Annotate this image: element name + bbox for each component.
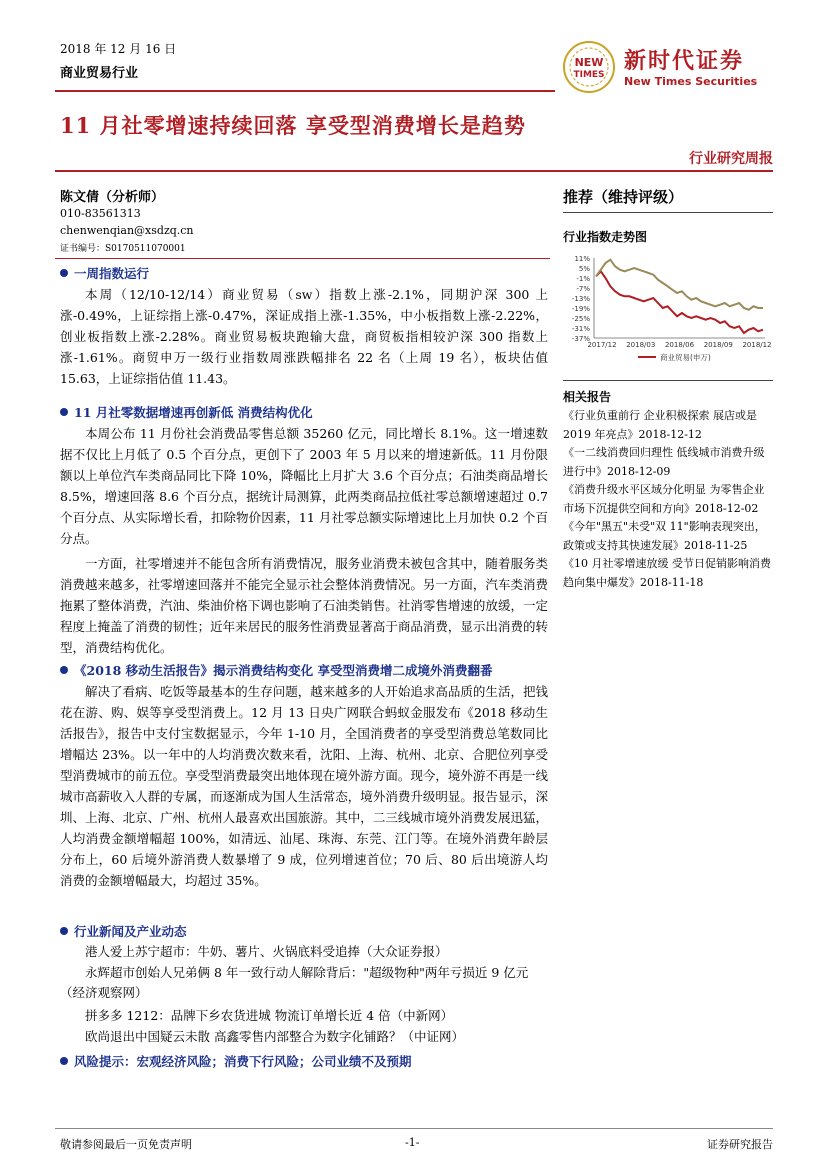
series-line — [596, 260, 763, 310]
chart-title: 行业指数走势图 — [563, 230, 648, 244]
related-report-item[interactable]: 《行业负重前行 企业积极探索 展店或是 2019 年亮点》2018-12-12 — [563, 409, 757, 441]
news-item: 欧尚退出中国疑云未散 高鑫零售内部整合为数字化铺路？（中证网） — [85, 1029, 464, 1044]
logo-mark-bottom: TIMES — [573, 70, 605, 80]
y-tick-label: -25% — [571, 315, 590, 323]
section-weekly-index-title: 一周指数运行 — [60, 264, 550, 282]
y-tick-label: 11% — [574, 255, 590, 263]
series-line — [596, 271, 763, 333]
x-tick-label: 2018/09 — [703, 341, 733, 349]
related-report-item[interactable]: 《一二线消费回归理性 低线城市消费升级进行中》2018-12-09 — [563, 446, 765, 478]
section-retail-data-para2: 一方面，社零增速并不能包含所有消费情况，服务业消费未被包含其中，随着服务类消费越来越多，社零增速回落并不能完全显示社会整体消费情况。另一方面，汽车类消费拖累了整体消费，汽油、柴油价格下调也影响了石油类销售。社消零售增速的放缓，一定程度上掩盖了消费的韧性；近年来居民的服务性消费显著高于商品消费，显示出消费的转型，消费结构优化。 — [60, 556, 548, 655]
related-reports-heading: 相关报告 — [563, 390, 612, 404]
report-date: 2018 年 12 月 16 日 — [60, 42, 177, 56]
y-tick-label: -13% — [571, 295, 590, 303]
related-report-item[interactable]: 《消费升级水平区域分化明显 为零售企业市场下沉提供空间和方向》2018-12-02 — [563, 483, 765, 515]
risk-warning: 风险提示：宏观经济风险；消费下行风险；公司业绩不及预期 — [60, 1052, 550, 1070]
x-tick-label: 2018/12 — [742, 341, 772, 349]
x-tick-label: 2017/12 — [587, 341, 617, 349]
logo-mark-top: NEW — [574, 56, 604, 69]
section-mobile-life-body: 解决了看病、吃饭等最基本的生存问题，越来越多的人开始追求高品质的生活，把钱花在游、购、娱等享受型消费上。12 月 13 日央广网联合蚂蚁金服发布《2018 移动生活报告》，报告中支付宝数据显示，今年 1-10 月，全国消费者的享受型消费总笔数同比增幅达 23%。以一年中的人均消费次数来看，沈阳、上海、杭州、北京、合肥位列享受型消费城市的前五位。享受型消费最突出地体现在境外游方面。现今，境外游不再是一线城市高薪收入人群的专属，而逐渐成为国人生活常态，境外消费升级明显。报告显示，深圳、上海、北京、广州、杭州人最喜欢出国旅游。其中，二三线城市境外消费发展迅猛，人均消费金额增幅超 100%，如清远、汕尾、珠海、东莞、江门等。在境外消费年龄层分布上，60 后境外游消费人数暴增了 9 成，位列增速首位；70 后、80 后出境游人均消费的金额增幅最大，均超过 35%。 — [60, 684, 548, 888]
section-retail-data-para1: 本周公布 11 月份社会消费品零售总额 35260 亿元，同比增长 8.1%。这一增速数据不仅比上月低了 0.5 个百分点，更创下了 2003 年 5 月以来的增速新低。11 月份限额以上单位汽车类商品同比下降 10%，降幅比上月扩大 3.6 个百分点；石油类商品增长 8.5%，增速回落 8.6 个百分点，据统计局测算，此两类商品拉低社零总额增速超过 0.7 个百分点、从实际增长看，扣除物价因素，11 月社零总额实际增速比上月加快 0.2 个百分点。 — [60, 426, 548, 546]
related-reports-list — [563, 407, 773, 592]
y-tick-label: -31% — [571, 325, 590, 333]
section-news-title: 行业新闻及产业动态 — [60, 922, 550, 940]
x-tick-label: 2018/03 — [626, 341, 656, 349]
y-tick-label: -19% — [571, 305, 590, 313]
related-report-item[interactable]: 《10 月社零增速放缓 受节日促销影响消费趋向集中爆发》2018-11-18 — [563, 557, 771, 589]
report-type: 行业研究周报 — [689, 151, 773, 167]
y-tick-label: -37% — [571, 335, 590, 343]
section-mobile-life-title: 《2018 移动生活报告》揭示消费结构变化 享受型消费增二成境外消费翻番 — [60, 661, 550, 679]
section-retail-data-title: 11 月社零数据增速再创新低 消费结构优化 — [60, 403, 550, 421]
y-tick-label: -1% — [576, 275, 590, 283]
page-title: 11 月社零增速持续回落 享受型消费增长是趋势 — [60, 113, 526, 138]
analyst-email: chenwenqian@xsdzq.cn — [60, 224, 194, 237]
analyst-phone: 010-83561313 — [60, 207, 141, 220]
related-report-item[interactable]: 《今年"黑五"未受"双 11"影响表现突出，政策或支持其快速发展》2018-11-25 — [563, 520, 766, 552]
footer-report-label: 证券研究报告 — [707, 1138, 773, 1151]
section-weekly-index-body: 本周（12/10-12/14）商业贸易（sw）指数上涨-2.1%，同期沪深 300 上涨-0.49%，上证综指上涨-0.47%，深证成指上涨-1.35%，中小板指数上涨-2.22%，创业板指数上涨-2.28%。商业贸易板块跑输大盘，商贸板指相较沪深 300 指数上涨-1.61%。商贸申万一级行业指数周涨跌幅排名 22 名（上周 19 名），板块估值 15.63，上证综指估值 11.43。 — [60, 287, 548, 386]
news-item: 拼多多 1212：品牌下乡农货进城 物流订单增长近 4 倍（中新网） — [85, 1008, 454, 1023]
rating: 推荐（维持评级） — [563, 188, 684, 206]
footer-disclaimer: 敬请参阅最后一页免责声明 — [60, 1138, 192, 1151]
news-item: 港人爱上苏宁超市：牛奶、薯片、火锅底料受追捧（大众证券报） — [85, 944, 448, 959]
company-logo-mark — [560, 38, 618, 96]
page-number: -1- — [405, 1136, 420, 1149]
x-tick-label: 2018/06 — [664, 341, 695, 349]
news-item: 永辉超市创始人兄弟俩 8 年一致行动人解除背后："超级物种"两年亏损近 9 亿元（经济观察网） — [60, 965, 529, 1000]
analyst-cert: 证书编号：S0170511070001 — [60, 244, 186, 254]
company-name-cn: 新时代证券 — [624, 48, 745, 74]
y-tick-label: -7% — [576, 285, 590, 293]
legend-label: 商业贸易(申万) — [660, 353, 711, 362]
industry-index-chart — [560, 252, 775, 370]
company-name-en: New Times Securities — [624, 75, 758, 88]
analyst-name: 陈文倩（分析师） — [60, 190, 165, 205]
y-tick-label: 5% — [578, 265, 590, 273]
industry-label: 商业贸易行业 — [60, 66, 139, 81]
